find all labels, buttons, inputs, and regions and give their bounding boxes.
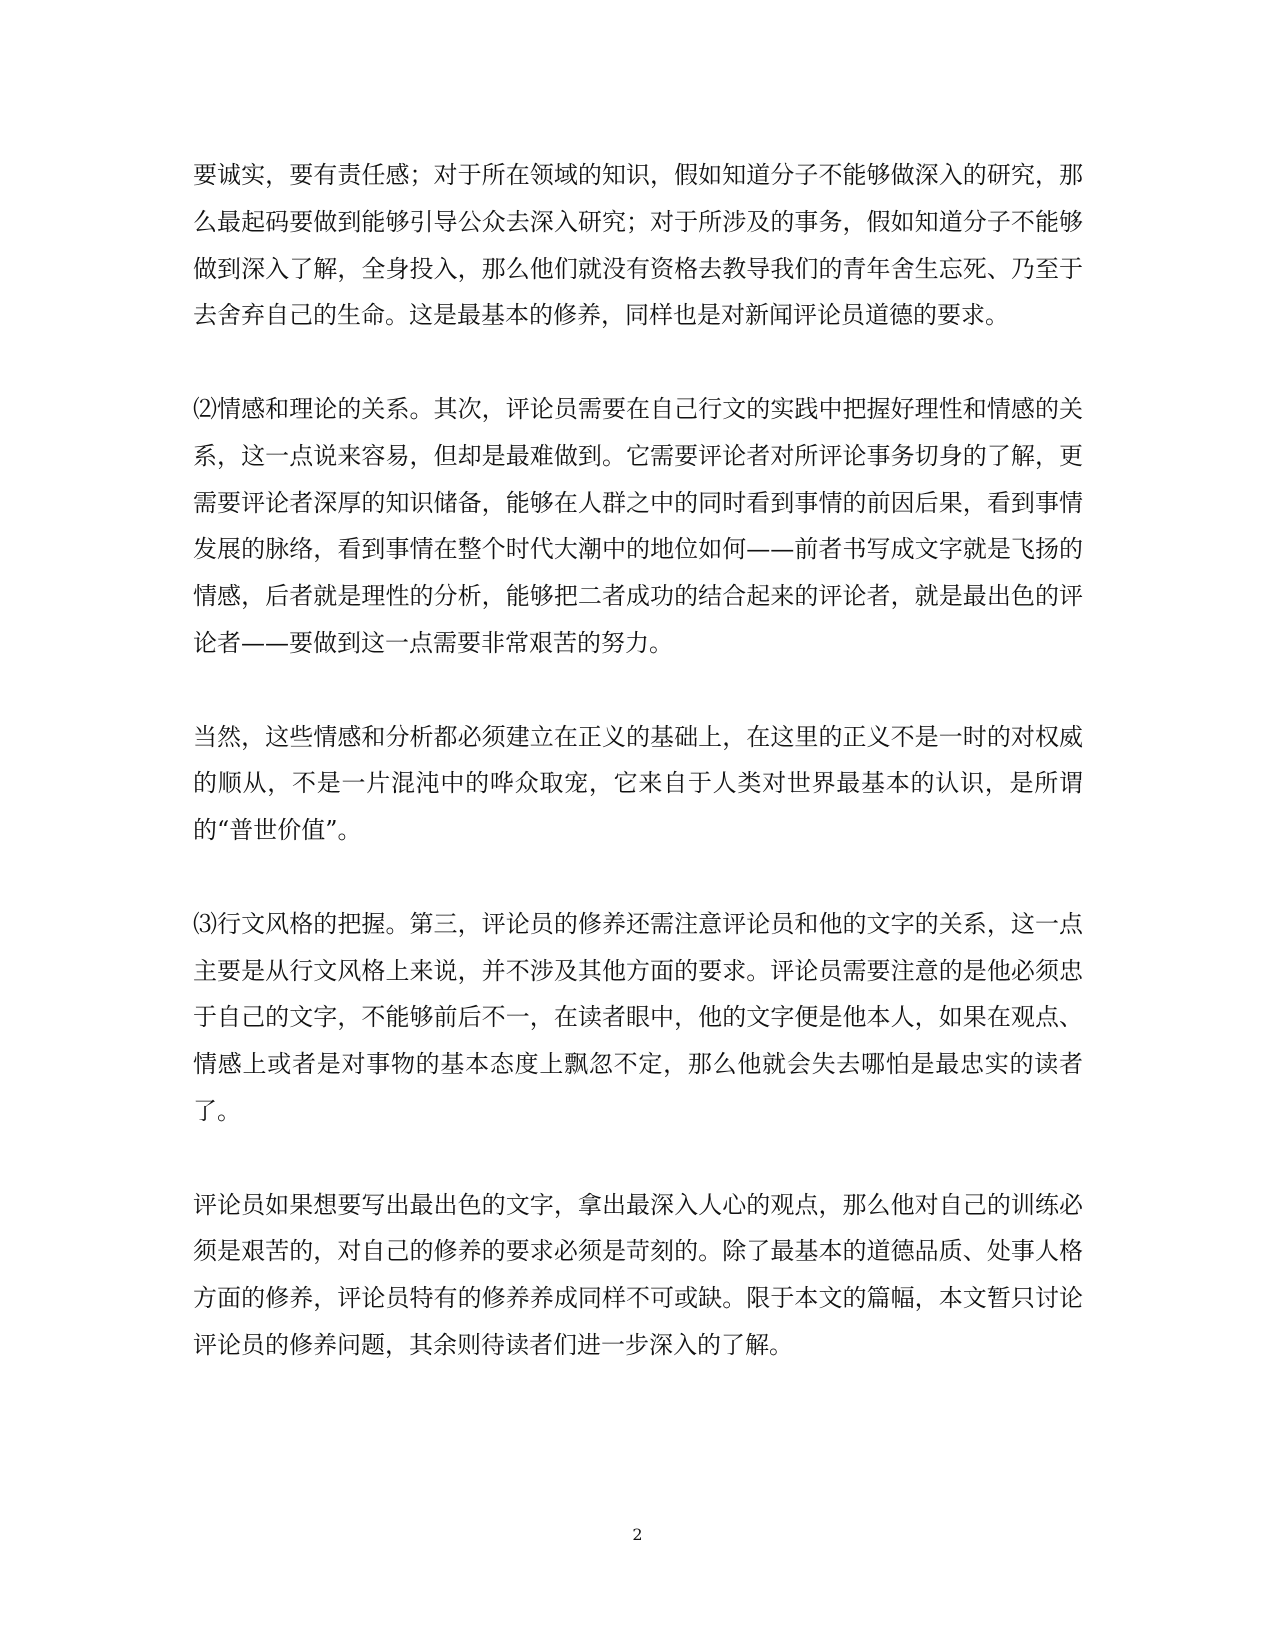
paragraph-spacer [193, 854, 1083, 901]
paragraph-4: ⑶行文风格的把握。第三，评论员的修养还需注意评论员和他的文字的关系，这一点主要是从行文风格上来说，并不涉及其他方面的要求。评论员需要注意的是他必须忠于自己的文字，不能够前后不一，在读者眼中，他的文字便是他本人，如果在观点、情感上或者是对事物的基本态度上飘忽不定，那么他就会失去哪怕是最忠实的读者了。 [193, 909, 1083, 1125]
body-text [193, 152, 1083, 1369]
paragraph-spacer [193, 667, 1083, 714]
paragraph-5: 评论员如果想要写出最出色的文字，拿出最深入人心的观点，那么他对自己的训练必须是艰苦的，对自己的修养的要求必须是苛刻的。除了最基本的道德品质、处事人格方面的修养，评论员特有的修养养成同样不可或缺。限于本文的篇幅，本文暂只讨论评论员的修养问题，其余则待读者们进一步深入的了解。 [193, 1190, 1083, 1359]
page-number: 2 [632, 1525, 643, 1544]
paragraph-spacer [193, 339, 1083, 386]
paragraph-2: ⑵情感和理论的关系。其次，评论员需要在自己行文的实践中把握好理性和情感的关系，这一点说来容易，但却是最难做到。它需要评论者对所评论事务切身的了解，更需要评论者深厚的知识储备，能够在人群之中的同时看到事情的前因后果，看到事情发展的脉络，看到事情在整个时代大潮中的地位如何——前者书写成文字就是飞扬的情感，后者就是理性的分析，能够把二者成功的结合起来的评论者，就是最出色的评论者——要做到这一点需要非常艰苦的努力。 [193, 394, 1083, 657]
paragraph-1: 要诚实，要有责任感；对于所在领域的知识，假如知道分子不能够做深入的研究，那么最起码要做到能够引导公众去深入研究；对于所涉及的事务，假如知道分子不能够做到深入了解，全身投入，那么他们就没有资格去教导我们的青年舍生忘死、乃至于去舍弃自己的生命。这是最基本的修养，同样也是对新闻评论员道德的要求。 [193, 161, 1083, 330]
paragraph-3: 当然，这些情感和分析都必须建立在正义的基础上，在这里的正义不是一时的对权威的顺从，不是一片混沌中的哗众取宠，它来自于人类对世界最基本的认识，是所谓的“普世价值”。 [193, 722, 1083, 845]
paragraph-spacer [193, 1135, 1083, 1182]
